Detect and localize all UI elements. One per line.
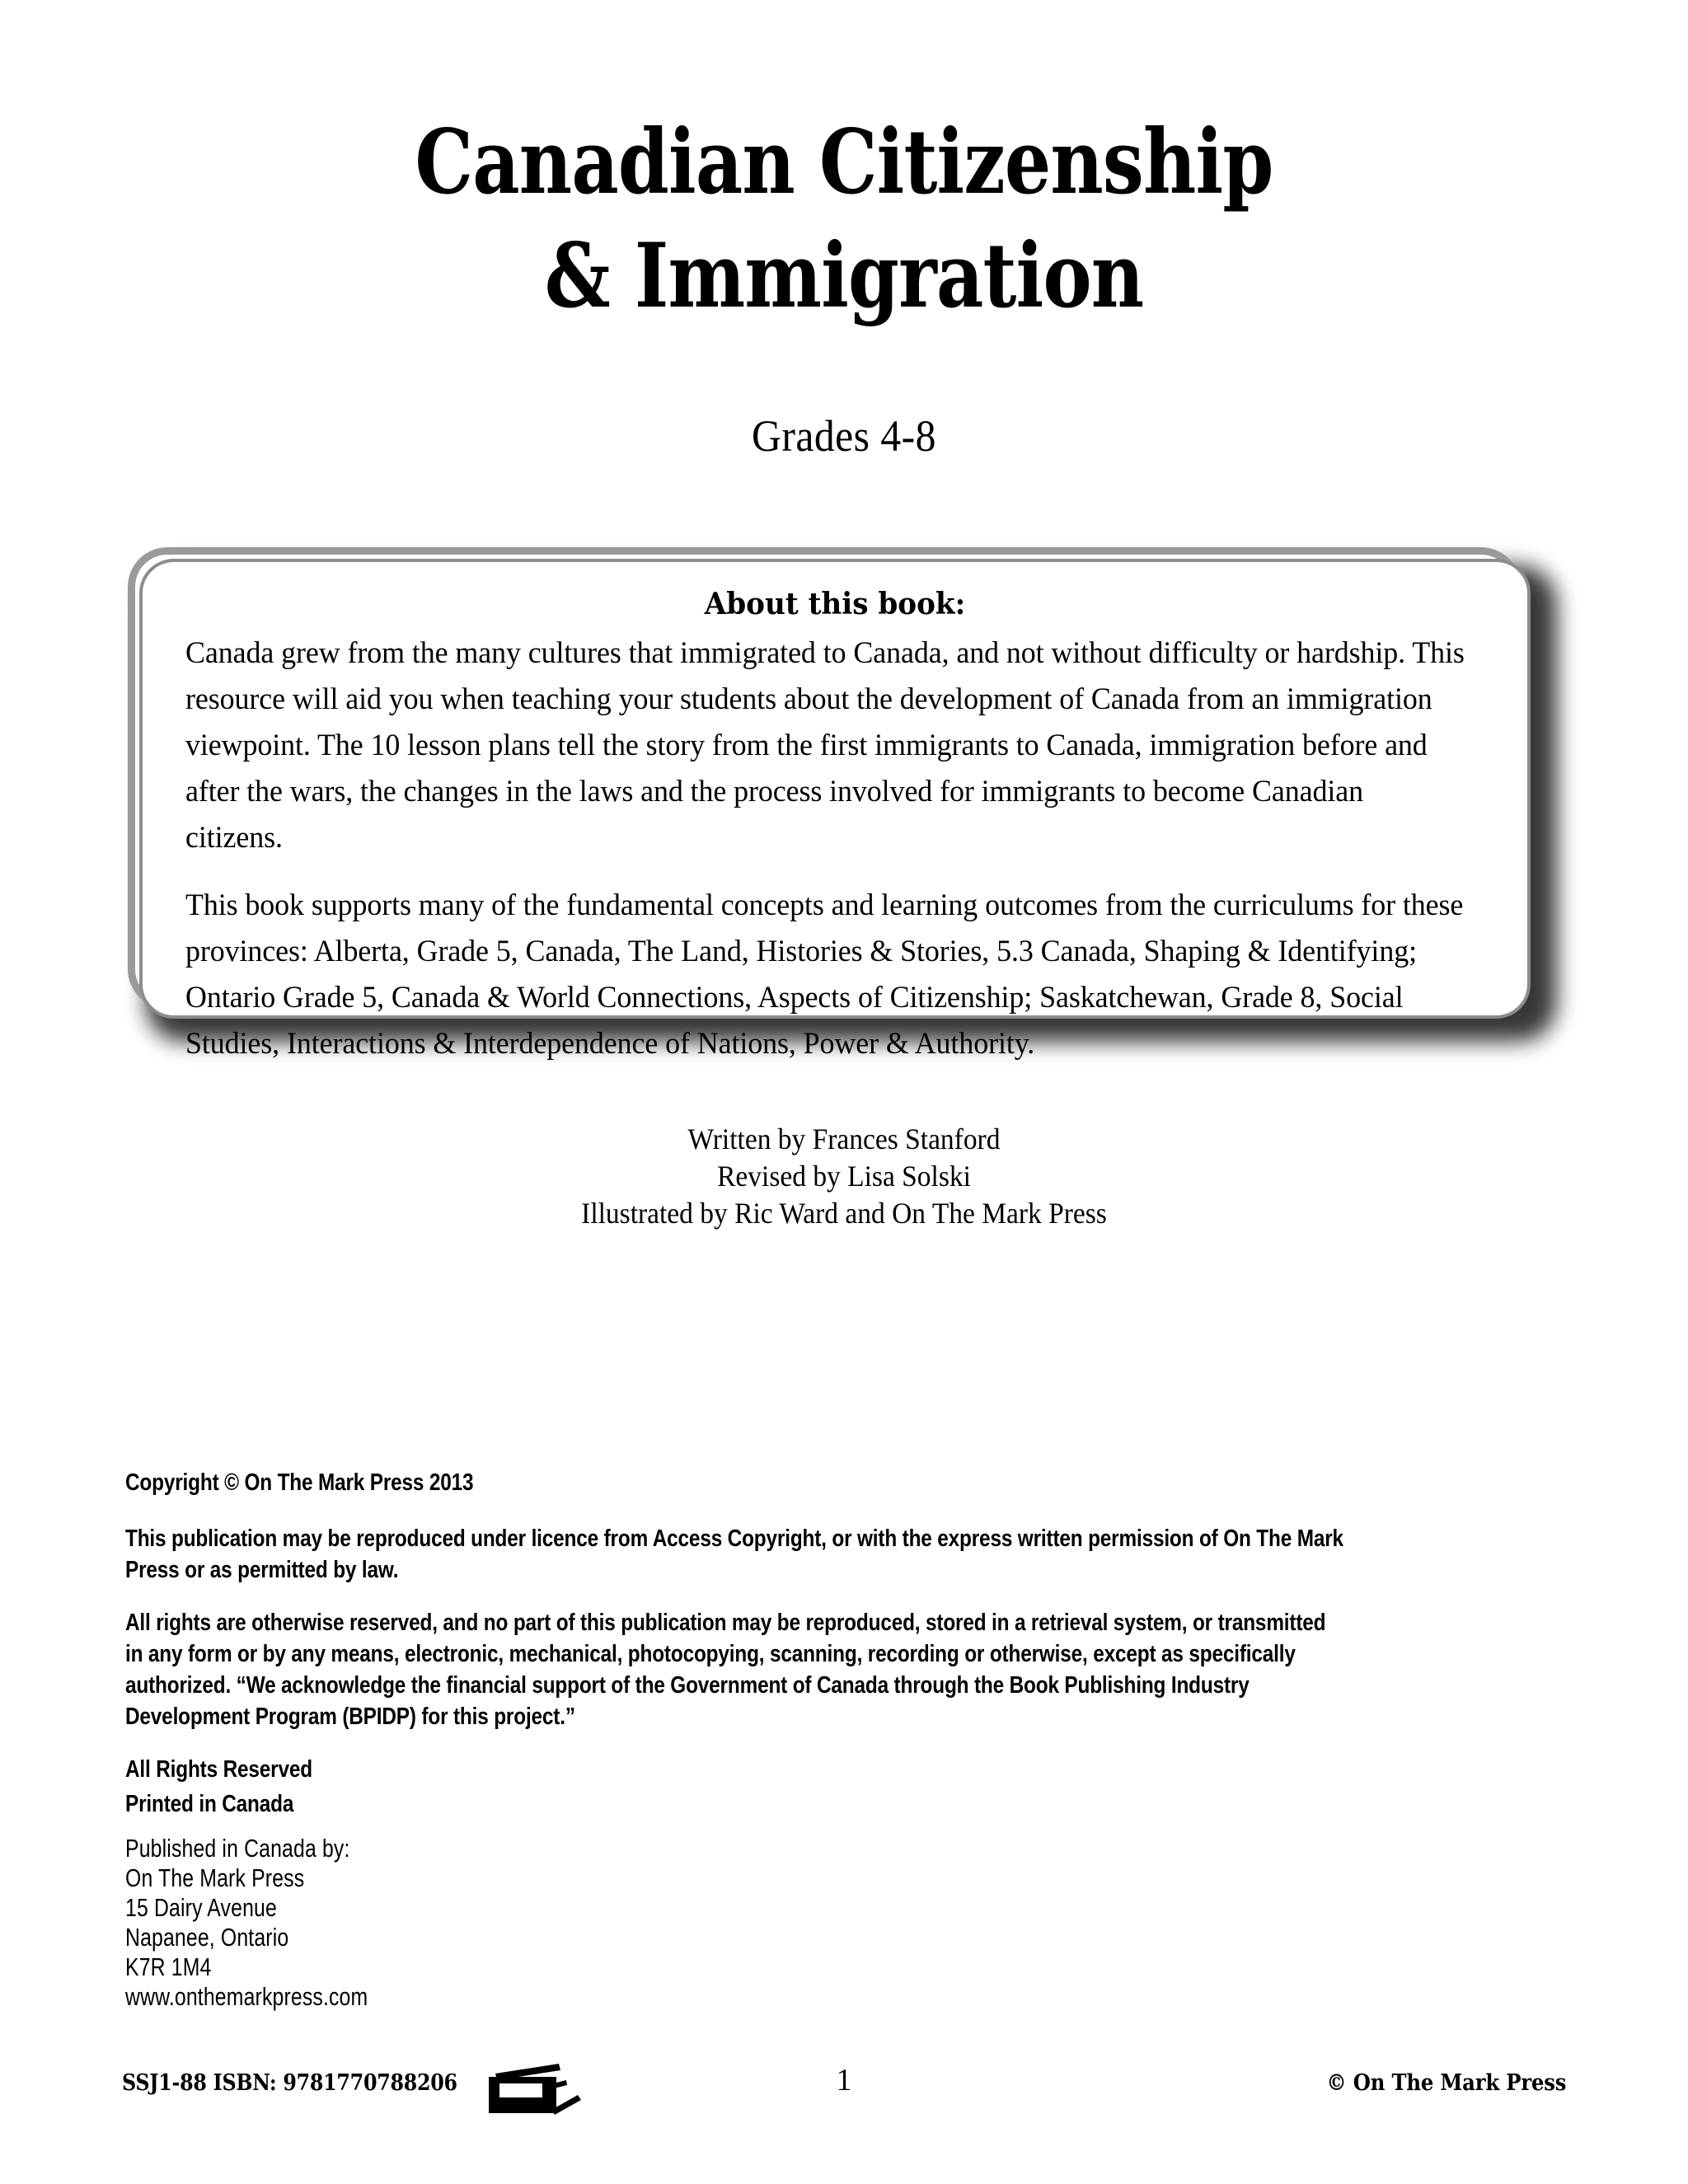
title-line-1: Canadian Citizenship [415, 110, 1273, 214]
box-inner-panel [139, 559, 1531, 1060]
publisher-line-published-in: Published in Canada by: [125, 1834, 350, 1863]
title-line-2: & Immigration [544, 224, 1144, 329]
credit-written-by: Written by Frances Stanford [687, 1122, 1001, 1155]
publisher-line-city: Napanee, Ontario [125, 1923, 289, 1952]
subtitle-grade-range: Grades 4-8 [752, 411, 936, 461]
page-title [0, 105, 1688, 333]
credits-block [59, 1121, 1629, 1232]
credit-revised-by: Revised by Lisa Solski [717, 1160, 971, 1193]
legal-block [125, 1467, 1576, 1841]
footer-copyright-credit: © On The Mark Press [1326, 2070, 1566, 2096]
publisher-address-block [125, 1834, 719, 2012]
about-paragraph-2: This book supports many of the fundamental concepts and learning outcomes from the curriculums for these provinces: Alberta, Grade 5, Canada, The Land, Histories & Stories, 5.3 Canada, Shaping & Identifying; Ontario Grade 5, Canada & World Connections, Aspects of Citizenship; Saskatchewan, Grade 8, Social Studies, Interactions & Interdependence of Nations, Power & Authority. [185, 888, 1464, 1060]
licence-paragraph: This publication may be reproduced under licence from Access Copyright, or with the express written permission of On The Mark Press or as permitted by law. [125, 1526, 1343, 1583]
publisher-line-postal-code: K7R 1M4 [125, 1952, 212, 1981]
rights-reserved-paragraph: All rights are otherwise reserved, and no part of this publication may be reproduced, stored in a retrieval system, or transmitted in any form or by any means, electronic, mechanical, photocopying, scanning, recording or otherwise, except as specifically authorized. “We acknowledge the financial support of the Government of Canada through the Book Publishing Industry Development Program (BPIDP) for this project.” [125, 1610, 1326, 1730]
about-this-book-box [128, 547, 1554, 1060]
about-heading: About this book: [704, 587, 966, 621]
publisher-line-street: 15 Dairy Avenue [125, 1893, 277, 1922]
all-rights-reserved-line: All Rights Reserved [125, 1756, 312, 1783]
printed-in-canada-line: Printed in Canada [125, 1791, 294, 1817]
publisher-line-name: On The Mark Press [125, 1863, 305, 1892]
publisher-line-website[interactable]: www.onthemarkpress.com [125, 1982, 368, 2011]
page-footer [0, 2062, 1688, 2128]
copyright-line: Copyright © On The Mark Press 2013 [125, 1469, 474, 1496]
page-number: 1 [836, 2063, 852, 2097]
about-paragraph-1: Canada grew from the many cultures that immigrated to Canada, and not without difficulty or hardship. This resource will aid you when teaching your students about the development of Canada from an immigration viewpoint. The 10 lesson plans tell the story from the first immigrants to Canada, immigration before and after the wars, the changes in the laws and the process involved for immigrants to become Canadian citizens. [185, 635, 1465, 854]
isbn-text: SSJ1-88 ISBN: 9781770788206 [122, 2070, 457, 2096]
credit-illustrated-by: Illustrated by Ric Ward and On The Mark Press [581, 1197, 1107, 1230]
